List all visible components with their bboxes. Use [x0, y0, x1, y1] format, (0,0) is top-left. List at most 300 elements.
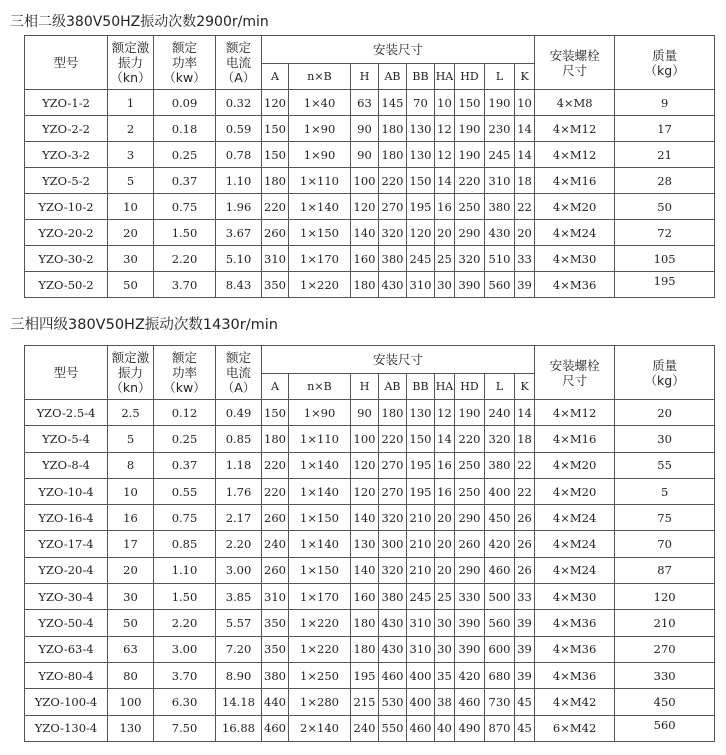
table-cell: 3.00	[154, 636, 216, 662]
table-cell: 150	[407, 168, 435, 194]
spec-table-4-pole	[24, 345, 715, 742]
table-cell: 14	[515, 400, 535, 426]
table-row	[25, 478, 715, 504]
table-cell: 0.37	[154, 452, 216, 478]
table-cell: 1×220	[289, 272, 351, 298]
table-cell: 160	[351, 584, 379, 610]
table-row	[25, 168, 715, 194]
table-cell: 195	[615, 272, 715, 298]
table-cell: 380	[485, 452, 515, 478]
table-cell: YZO-30-2	[25, 246, 108, 272]
table-cell: 140	[351, 505, 379, 531]
table-cell: 260	[262, 505, 289, 531]
header-bolt-size-line: 尺寸	[562, 372, 588, 388]
table-cell: 1×140	[289, 194, 351, 220]
table-cell: 10	[435, 90, 455, 116]
table-cell: 1.50	[154, 220, 216, 246]
table-cell: 310	[485, 168, 515, 194]
table-cell: 55	[615, 452, 715, 478]
table-cell: 26	[515, 557, 535, 583]
table-cell: 3.70	[154, 662, 216, 688]
table-cell: 130	[108, 715, 154, 741]
table-cell: 330	[615, 662, 715, 688]
table-cell: 180	[351, 272, 379, 298]
table-cell: 8.43	[216, 272, 262, 298]
table-cell: 190	[455, 116, 485, 142]
header-rated-current	[216, 346, 262, 400]
table-cell: 0.55	[154, 478, 216, 504]
table-cell: 4×M24	[535, 557, 615, 583]
table-cell: YZO-10-2	[25, 194, 108, 220]
table-cell: 33	[515, 584, 535, 610]
table-cell: 310	[407, 636, 435, 662]
table-cell: 4×M30	[535, 246, 615, 272]
table-cell: 2.20	[154, 246, 216, 272]
table-cell: 4×M20	[535, 452, 615, 478]
table-cell: 210	[407, 531, 435, 557]
table-row	[25, 400, 715, 426]
table-row	[25, 272, 715, 298]
table-cell: 190	[455, 142, 485, 168]
table-cell: 2.20	[154, 610, 216, 636]
table-cell: 14	[515, 142, 535, 168]
table-cell: 17	[615, 116, 715, 142]
header-install-dimensions: 安装尺寸	[262, 36, 535, 64]
header-rated-power-line: （kw）	[163, 70, 206, 85]
table-cell: 1×170	[289, 584, 351, 610]
table-cell: 7.50	[154, 715, 216, 741]
table-cell: 7.20	[216, 636, 262, 662]
header-dimension-col: L	[485, 374, 515, 400]
table-cell: 4×M24	[535, 505, 615, 531]
header-dimension-col: H	[351, 374, 379, 400]
header-bolt-size-line: 安装螺栓	[549, 357, 600, 373]
header-rated-current-line: 额定	[225, 40, 251, 55]
table-cell: 9	[615, 90, 715, 116]
table-cell: 140	[351, 220, 379, 246]
table-cell: 0.25	[154, 142, 216, 168]
table-cell: 250	[455, 452, 485, 478]
table-cell: 1.10	[216, 168, 262, 194]
table-cell: 2	[108, 116, 154, 142]
table-cell: 560	[485, 272, 515, 298]
table-cell: 2.5	[108, 400, 154, 426]
header-dimension-col: HA	[435, 64, 455, 90]
table-cell: 195	[351, 662, 379, 688]
table-cell: 10	[515, 90, 535, 116]
table-cell: 290	[455, 505, 485, 531]
table-cell: 530	[379, 689, 407, 715]
table-cell: 120	[351, 194, 379, 220]
table-cell: 215	[351, 689, 379, 715]
table-cell: 460	[485, 557, 515, 583]
table-cell: 70	[615, 531, 715, 557]
table-cell: 2.20	[216, 531, 262, 557]
table-row	[25, 452, 715, 478]
table-cell: 22	[515, 452, 535, 478]
table-row	[25, 531, 715, 557]
table-cell: 350	[262, 610, 289, 636]
table-cell: 870	[485, 715, 515, 741]
table-cell: 4×M36	[535, 272, 615, 298]
table-cell: 6×M42	[535, 715, 615, 741]
table-cell: 270	[379, 478, 407, 504]
header-dimension-col: AB	[379, 64, 407, 90]
table-cell: 380	[262, 662, 289, 688]
table-cell: 39	[515, 636, 535, 662]
header-dimension-col: n×B	[289, 64, 351, 90]
table-cell: 0.12	[154, 400, 216, 426]
header-weight-line: 质量	[652, 357, 678, 373]
table-cell: 12	[435, 400, 455, 426]
table-cell: 420	[455, 662, 485, 688]
table-cell: 14	[435, 168, 455, 194]
table-cell: YZO-50-4	[25, 610, 108, 636]
table-cell: 1.50	[154, 584, 216, 610]
header-rated-force-line: （kn）	[110, 70, 151, 85]
table-cell: 390	[455, 272, 485, 298]
table-cell: 1×150	[289, 557, 351, 583]
table-cell: 30	[615, 426, 715, 452]
table-cell: 420	[485, 531, 515, 557]
header-dimension-col: HD	[455, 374, 485, 400]
table-cell: 460	[455, 689, 485, 715]
table-cell: 550	[379, 715, 407, 741]
table-cell: 40	[435, 715, 455, 741]
table-cell: 3.70	[154, 272, 216, 298]
table-cell: 100	[351, 168, 379, 194]
table-cell: 220	[262, 194, 289, 220]
table-cell: 26	[515, 505, 535, 531]
table-cell: 25	[435, 246, 455, 272]
table-cell: 120	[351, 478, 379, 504]
table-cell: YZO-130-4	[25, 715, 108, 741]
table-cell: YZO-50-2	[25, 272, 108, 298]
table-cell: 0.32	[216, 90, 262, 116]
header-rated-power-line: 功率	[171, 55, 197, 70]
table-cell: 430	[379, 636, 407, 662]
table-cell: YZO-17-4	[25, 531, 108, 557]
table-cell: 490	[455, 715, 485, 741]
table-cell: 330	[455, 584, 485, 610]
table-cell: YZO-10-4	[25, 478, 108, 504]
table-cell: 28	[615, 168, 715, 194]
table-cell: 5	[108, 426, 154, 452]
header-dimension-col: HD	[455, 64, 485, 90]
table-cell: 8	[108, 452, 154, 478]
table-cell: 120	[407, 220, 435, 246]
header-rated-current-line: 电流	[225, 365, 251, 380]
table-cell: 245	[485, 142, 515, 168]
table-cell: 400	[485, 478, 515, 504]
table-cell: 430	[485, 220, 515, 246]
table-cell: 220	[379, 426, 407, 452]
header-weight-line: （kg）	[644, 372, 685, 388]
table-cell: 390	[455, 610, 485, 636]
table-cell: 4×M12	[535, 400, 615, 426]
table-cell: 130	[407, 400, 435, 426]
table-cell: YZO-2-2	[25, 116, 108, 142]
table-cell: 39	[515, 610, 535, 636]
table-cell: 90	[351, 116, 379, 142]
table-cell: 195	[407, 194, 435, 220]
table-cell: 90	[351, 142, 379, 168]
header-rated-current-line: 额定	[225, 350, 251, 365]
table-cell: 390	[455, 636, 485, 662]
table-cell: 1×40	[289, 90, 351, 116]
table-row	[25, 194, 715, 220]
header-rated-force	[108, 346, 154, 400]
table-cell: 310	[407, 610, 435, 636]
table-cell: 180	[379, 142, 407, 168]
table-cell: 30	[435, 636, 455, 662]
table-cell: 5.10	[216, 246, 262, 272]
table-cell: 30	[108, 584, 154, 610]
header-rated-current-line: （A）	[221, 70, 256, 85]
table-cell: 39	[515, 662, 535, 688]
table-cell: 460	[262, 715, 289, 741]
table-cell: 560	[485, 610, 515, 636]
table-cell: 430	[379, 610, 407, 636]
table-cell: 4×M36	[535, 662, 615, 688]
table-cell: 5.57	[216, 610, 262, 636]
table-cell: 1	[108, 90, 154, 116]
header-dimension-col: A	[262, 374, 289, 400]
table-cell: 21	[615, 142, 715, 168]
header-bolt-size	[535, 36, 615, 90]
header-rated-force-line: 额定激	[111, 350, 150, 365]
table-cell: 0.75	[154, 194, 216, 220]
table-cell: 22	[515, 478, 535, 504]
table-cell: 440	[262, 689, 289, 715]
table-cell: 90	[351, 400, 379, 426]
table-cell: YZO-16-4	[25, 505, 108, 531]
table-cell: 140	[351, 557, 379, 583]
table-cell: 100	[108, 689, 154, 715]
table-cell: 150	[262, 142, 289, 168]
table-cell: 30	[435, 272, 455, 298]
table-cell: 220	[455, 426, 485, 452]
table-cell: 1.96	[216, 194, 262, 220]
table-cell: YZO-100-4	[25, 689, 108, 715]
header-dimension-col: K	[515, 64, 535, 90]
table-cell: 20	[108, 557, 154, 583]
table-cell: 3	[108, 142, 154, 168]
header-dimension-col: A	[262, 64, 289, 90]
table-row	[25, 689, 715, 715]
header-weight-line: 质量	[652, 47, 678, 63]
table-row	[25, 715, 715, 741]
table-cell: 180	[262, 168, 289, 194]
table-row	[25, 584, 715, 610]
table-cell: YZO-63-4	[25, 636, 108, 662]
table-cell: 320	[379, 557, 407, 583]
table-cell: 8.90	[216, 662, 262, 688]
header-dimension-col: L	[485, 64, 515, 90]
header-rated-current-line: （A）	[221, 380, 256, 395]
header-install-dimensions: 安装尺寸	[262, 346, 535, 374]
table-cell: 38	[435, 689, 455, 715]
header-rated-power	[154, 346, 216, 400]
table-cell: 4×M16	[535, 168, 615, 194]
table-row	[25, 610, 715, 636]
table-row	[25, 220, 715, 246]
table-cell: 39	[515, 272, 535, 298]
header-dimension-col: HA	[435, 374, 455, 400]
table-cell: YZO-5-2	[25, 168, 108, 194]
header-dimension-col: BB	[407, 374, 435, 400]
table-cell: 45	[515, 689, 535, 715]
header-model: 型号	[25, 346, 108, 400]
table-cell: 1×110	[289, 426, 351, 452]
table-cell: 600	[485, 636, 515, 662]
header-bolt-size-line: 安装螺栓	[549, 47, 600, 63]
table-cell: 0.09	[154, 90, 216, 116]
header-rated-force-line: （kn）	[110, 380, 151, 395]
table-cell: 20	[435, 531, 455, 557]
table-cell: 460	[407, 715, 435, 741]
table-cell: 18	[515, 426, 535, 452]
table-cell: 2.17	[216, 505, 262, 531]
table-cell: 270	[379, 452, 407, 478]
table-cell: 150	[262, 400, 289, 426]
table-cell: 0.25	[154, 426, 216, 452]
header-dimension-col: H	[351, 64, 379, 90]
table-cell: 17	[108, 531, 154, 557]
header-dimension-col: n×B	[289, 374, 351, 400]
table-cell: 4×M24	[535, 220, 615, 246]
table-cell: 380	[379, 246, 407, 272]
table-cell: 145	[379, 90, 407, 116]
table-cell: 260	[262, 557, 289, 583]
table-cell: 310	[262, 246, 289, 272]
table-cell: 50	[615, 194, 715, 220]
table-cell: 10	[108, 194, 154, 220]
table-cell: 4×M36	[535, 636, 615, 662]
table-cell: 310	[262, 584, 289, 610]
table-cell: 14	[435, 426, 455, 452]
header-rated-force-line: 振力	[117, 365, 143, 380]
table-cell: 450	[485, 505, 515, 531]
table-cell: 10	[108, 478, 154, 504]
table-cell: 380	[485, 194, 515, 220]
table-cell: 195	[407, 452, 435, 478]
table-cell: 350	[262, 272, 289, 298]
table-cell: 16	[435, 478, 455, 504]
table-cell: 290	[455, 220, 485, 246]
table-cell: 430	[379, 272, 407, 298]
table-cell: 105	[615, 246, 715, 272]
table-cell: YZO-3-2	[25, 142, 108, 168]
table-cell: 730	[485, 689, 515, 715]
table-cell: 5	[615, 478, 715, 504]
table-cell: 22	[515, 194, 535, 220]
table-cell: 16	[435, 452, 455, 478]
table-cell: 26	[515, 531, 535, 557]
table-cell: 220	[379, 168, 407, 194]
table-cell: 150	[455, 90, 485, 116]
header-rated-power	[154, 36, 216, 90]
table-cell: 500	[485, 584, 515, 610]
table-cell: YZO-8-4	[25, 452, 108, 478]
table-cell: 45	[515, 715, 535, 741]
table-cell: YZO-1-2	[25, 90, 108, 116]
table-cell: 4×M8	[535, 90, 615, 116]
table-cell: 190	[455, 400, 485, 426]
table-row	[25, 505, 715, 531]
table-cell: 220	[262, 452, 289, 478]
table-cell: 20	[108, 220, 154, 246]
table-cell: 20	[435, 220, 455, 246]
table-cell: YZO-80-4	[25, 662, 108, 688]
table-cell: 70	[407, 90, 435, 116]
table-cell: 180	[262, 426, 289, 452]
header-dimension-col: AB	[379, 374, 407, 400]
table-cell: 16	[108, 505, 154, 531]
table-cell: 0.85	[216, 426, 262, 452]
table-cell: 4×M12	[535, 142, 615, 168]
table-row	[25, 636, 715, 662]
table-cell: 12	[435, 116, 455, 142]
table-cell: 290	[455, 557, 485, 583]
table-cell: 1×220	[289, 636, 351, 662]
table-cell: 4×M12	[535, 116, 615, 142]
table-cell: 3.85	[216, 584, 262, 610]
table-cell: 450	[615, 689, 715, 715]
table-cell: 30	[435, 610, 455, 636]
table-cell: 50	[108, 610, 154, 636]
table-cell: 180	[379, 400, 407, 426]
header-weight-line: （kg）	[644, 62, 685, 78]
table-cell: 16.88	[216, 715, 262, 741]
header-bolt-size-line: 尺寸	[562, 62, 588, 78]
table-cell: 1.76	[216, 478, 262, 504]
table-cell: 1.18	[216, 452, 262, 478]
table-cell: 210	[615, 610, 715, 636]
table-row	[25, 662, 715, 688]
table-cell: YZO-2.5-4	[25, 400, 108, 426]
table-cell: 240	[351, 715, 379, 741]
table-cell: 0.49	[216, 400, 262, 426]
table-cell: 20	[435, 505, 455, 531]
table-cell: 380	[379, 584, 407, 610]
table-cell: 240	[262, 531, 289, 557]
table-cell: 1×140	[289, 478, 351, 504]
table-cell: 130	[351, 531, 379, 557]
table-cell: 80	[108, 662, 154, 688]
table-cell: 30	[108, 246, 154, 272]
header-rated-power-line: 额定	[171, 350, 197, 365]
table-cell: 1×90	[289, 400, 351, 426]
table-cell: 5	[108, 168, 154, 194]
table-cell: 18	[515, 168, 535, 194]
table-cell: 72	[615, 220, 715, 246]
table-cell: 0.37	[154, 168, 216, 194]
table-cell: 180	[351, 636, 379, 662]
table-cell: 14	[515, 116, 535, 142]
table-cell: 1.10	[154, 557, 216, 583]
table-cell: 400	[407, 662, 435, 688]
table-cell: 680	[485, 662, 515, 688]
header-dimension-col: BB	[407, 64, 435, 90]
table-row	[25, 116, 715, 142]
table-cell: YZO-5-4	[25, 426, 108, 452]
table-cell: 25	[435, 584, 455, 610]
table-cell: 245	[407, 246, 435, 272]
table-cell: 63	[351, 90, 379, 116]
table-cell: YZO-20-2	[25, 220, 108, 246]
table-cell: 3.00	[216, 557, 262, 583]
